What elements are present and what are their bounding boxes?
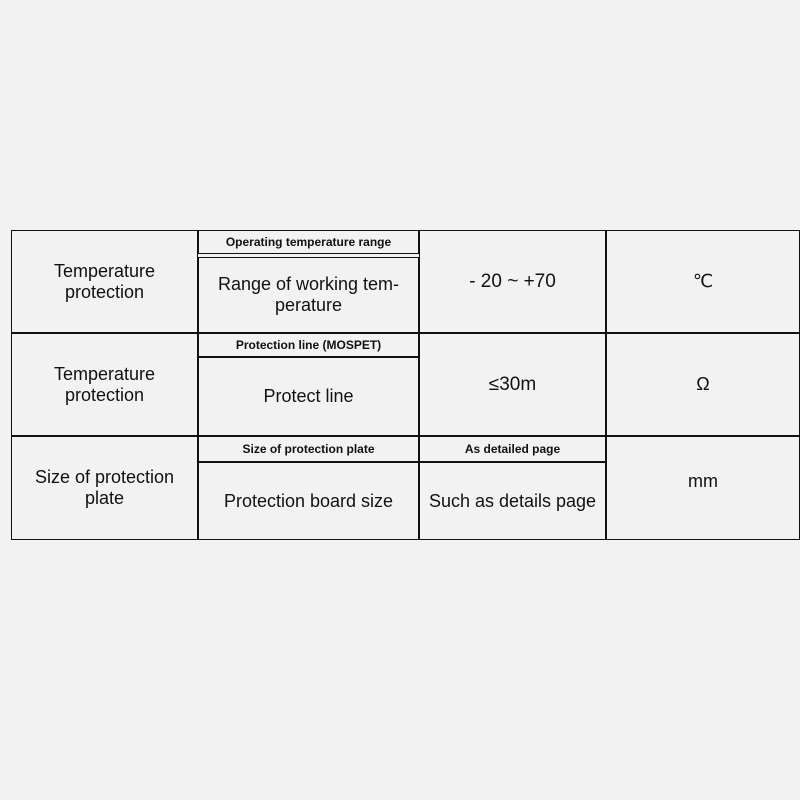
row3-label: Size of protection plate — [11, 436, 198, 540]
row2-label: Temperature protection — [11, 333, 198, 436]
row1-value: - 20 ~ +70 — [419, 230, 606, 333]
row2-unit: Ω — [606, 333, 800, 436]
row1-unit: ℃ — [606, 230, 800, 333]
row3-unit: mm — [606, 436, 800, 540]
row2-description: Protect line — [198, 357, 419, 436]
row3-value-header: As detailed page — [419, 436, 606, 462]
row3-value: Such as details page — [419, 462, 606, 540]
spec-table — [11, 230, 800, 540]
row3-description: Protection board size — [198, 462, 419, 540]
row3-sub-header: Size of protection plate — [198, 436, 419, 462]
row1-label: Temperature protection — [11, 230, 198, 333]
row2-sub-header: Protection line (MOSPET) — [198, 333, 419, 357]
row1-description: Range of working tem-perature — [198, 257, 419, 333]
row2-value: ≤30m — [419, 333, 606, 436]
row1-sub-header: Operating temperature range — [198, 230, 419, 254]
